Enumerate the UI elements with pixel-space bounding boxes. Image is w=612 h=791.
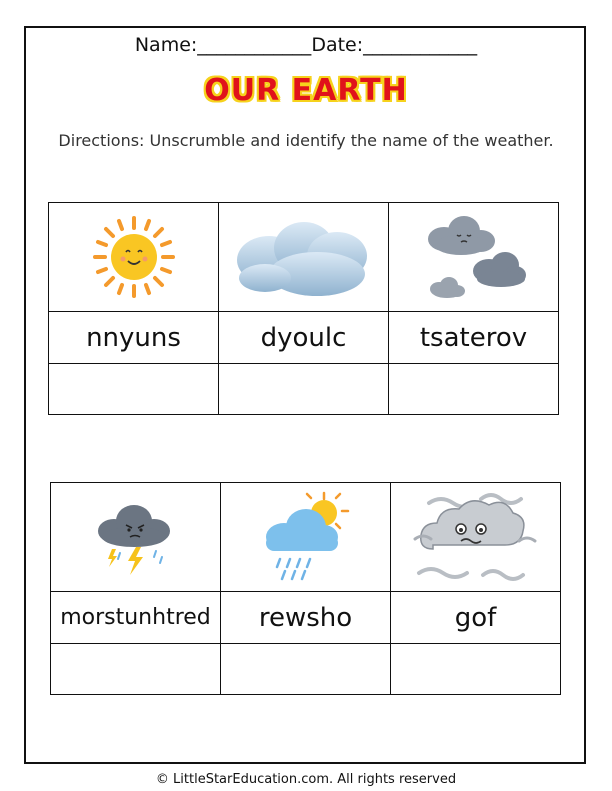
scrambled-word: tsaterov [389, 312, 559, 364]
date-field[interactable]: Date:____________ [311, 34, 478, 56]
name-field[interactable]: Name:____________ [134, 34, 312, 56]
overcast-clouds-icon [419, 211, 529, 303]
scrambled-word: nnyuns [49, 312, 219, 364]
picture-cell [389, 203, 559, 312]
answer-box[interactable] [391, 644, 561, 695]
answer-box[interactable] [389, 364, 559, 415]
answer-box[interactable] [51, 644, 221, 695]
picture-cell [219, 203, 389, 312]
sun-icon [89, 212, 179, 302]
weather-grid-bottom [50, 482, 561, 695]
worksheet-title: OUR EARTH [204, 73, 408, 108]
shower-icon [256, 489, 356, 585]
picture-cell [391, 483, 561, 592]
thunderstorm-icon [86, 491, 186, 583]
answer-box[interactable] [219, 364, 389, 415]
picture-cell [51, 483, 221, 592]
copyright-footer: © LittleStarEducation.com. All rights reserved [155, 772, 457, 787]
picture-cell [221, 483, 391, 592]
scrambled-word: gof [391, 592, 561, 644]
picture-cell [49, 203, 219, 312]
weather-grid-top [48, 202, 559, 415]
cloud-icon [229, 212, 379, 302]
answer-box[interactable] [221, 644, 391, 695]
directions-text: Directions: Unscrumble and identify the name of the weather. [58, 131, 554, 150]
fog-icon [411, 489, 541, 585]
scrambled-word: morstunhtred [51, 592, 221, 644]
scrambled-word: rewsho [221, 592, 391, 644]
answer-box[interactable] [49, 364, 219, 415]
scrambled-word: dyoulc [219, 312, 389, 364]
name-date-line [0, 34, 612, 56]
